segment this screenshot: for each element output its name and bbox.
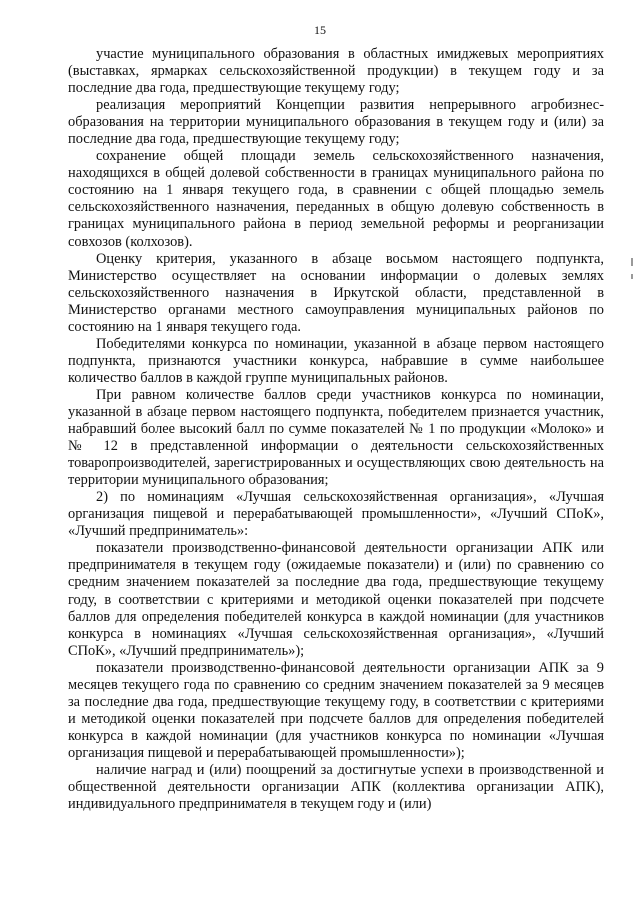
paragraph: реализация мероприятий Концепции развития непрерывного агробизнес-образования на территории муниципального образования в текущем году и (или) за последние два года, предшествующие текущему году; xyxy=(68,97,604,148)
paragraph: наличие наград и (или) поощрений за достигнутые успехи в производственной и общественной деятельности организации АПК (коллектива организации АПК), индивидуального предпринимателя в текущем году и (или) xyxy=(68,761,604,813)
paragraph: сохранение общей площади земель сельскохозяйственного назначения, находящихся в общей долевой собственности в границах муниципального района по состоянию на 1 января текущего года, в сравнении с общей площадью земель сельскохозяйственного назначения, переданных в общую долевую собственность в границах муниципального района в период земельной реформы и реорганизации совхозов (колхозов). xyxy=(68,148,604,250)
paragraph: показатели производственно-финансовой деятельности организации АПК или предпринимателя в текущем году (ожидаемые показатели) и (или) по сравнению со средним значением показателей за последние два года, предшествующие текущему году, в соответствии с критериями и методикой оценки показателей при подсчете баллов для определения победителей конкурса в каждой номинации (для участников конкурса в номинациях «Лучшая сельскохозяйственная организация», «Лучший СПоК», «Лучший предприниматель»); xyxy=(68,540,604,659)
margin-mark xyxy=(631,258,633,266)
page-number: 15 xyxy=(314,23,326,37)
paragraph: участие муниципального образования в областных имиджевых мероприятиях (выставках, ярмарках сельскохозяйственной продукции) в текущем году и за последние два года, предшествующие текущему году; xyxy=(68,46,604,97)
paragraph: Победителями конкурса по номинации, указанной в абзаце первом настоящего подпункта, признаются участники конкурса, набравшие в сумме наибольшее количество баллов в каждой группе муниципальных районов. xyxy=(68,335,604,386)
paragraph: 2) по номинациям «Лучшая сельскохозяйственная организация», «Лучшая организация пищевой и перерабатывающей промышленности», «Лучший СПоК», «Лучший предприниматель»: xyxy=(68,489,604,540)
document-body xyxy=(68,46,604,813)
paragraph: При равном количестве баллов среди участников конкурса по номинации, указанной в абзаце первом настоящего подпункта, победителем признается участник, набравший более высокий балл по сумме показателей № 1 по продукции «Молоко» и № 12 в представленной информации о деятельности сельскохозяйственных товаропроизводителей, зарегистрированных и осуществляющих свою деятельность на территории муниципального образования; xyxy=(68,386,604,489)
paragraph: Оценку критерия, указанного в абзаце восьмом настоящего подпункта, Министерство осуществляет на основании информации о долевых землях сельскохозяйственного назначения в Иркутской области, представленной в Министерство органами местного самоуправления муниципальных районов по состоянию на 1 января текущего года. xyxy=(68,250,604,335)
margin-mark xyxy=(631,274,633,279)
paragraph: показатели производственно-финансовой деятельности организации АПК за 9 месяцев текущего года по сравнению со средним значением показателей за 9 месяцев за последние два года, предшествующие текущему году, в соответствии с критериями и методикой оценки показателей при подсчете баллов для определения победителей конкурса в каждой номинации (для участников конкурса по номинации «Лучшая организация пищевой и перерабатывающей промышленности»); xyxy=(68,659,604,761)
